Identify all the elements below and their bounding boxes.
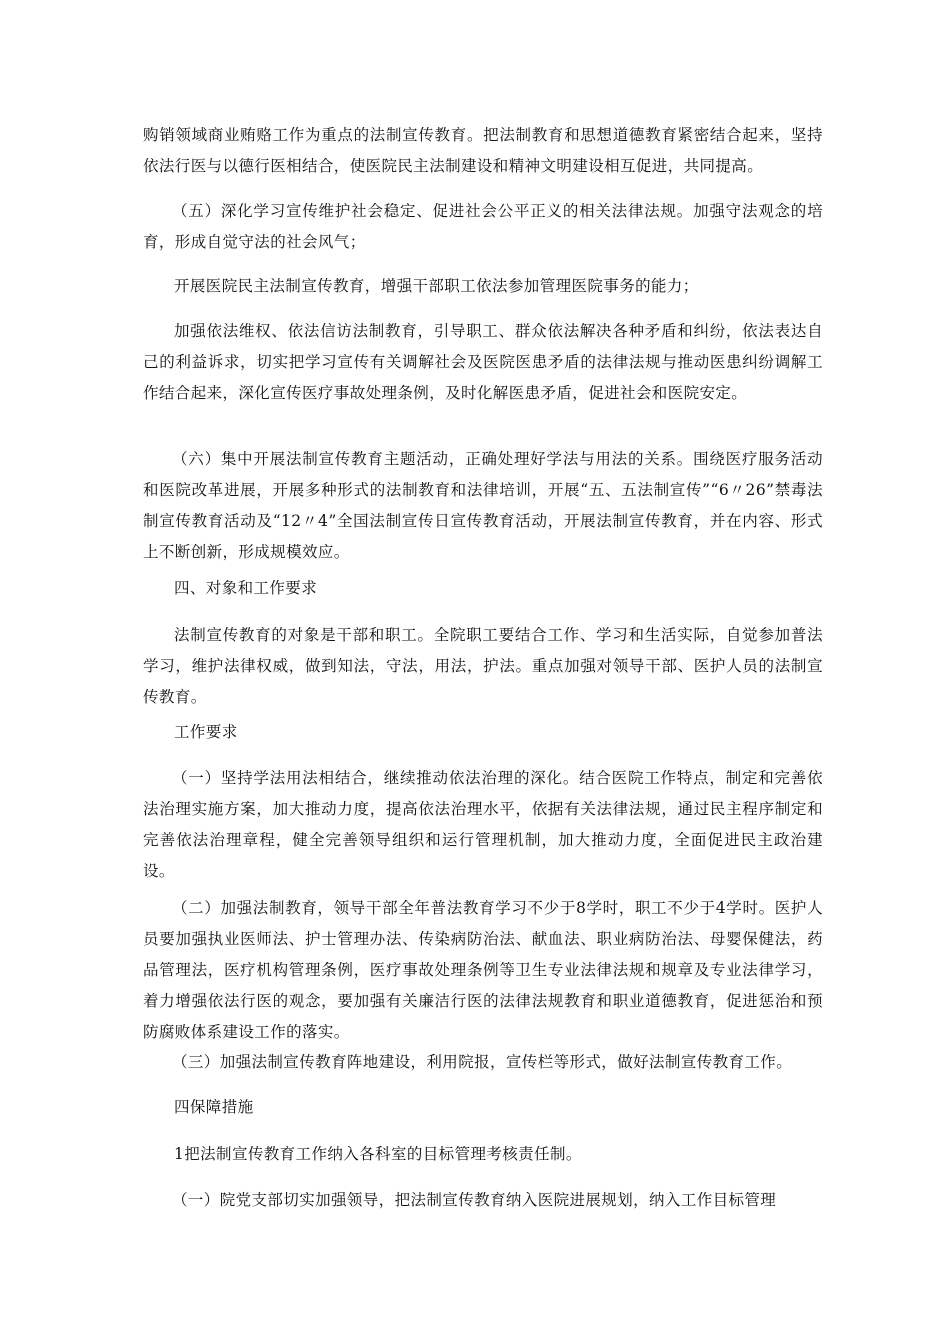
paragraph-7: （一）坚持学法用法相结合，继续推动依法治理的深化。结合医院工作特点，制定和完善依法治理实施方案，加大推动力度，提高依法治理水平，依据有关法律法规，通过民主程序制定和完善依法治理章程，健全完善领导组织和运行管理机制，加大推动力度，全面促进民主政治建设。 [143, 769, 823, 880]
paragraph-8: （二）加强法制教育，领导干部全年普法教育学习不少于8学时，职工不少于4学时。医护人员要加强执业医师法、护士管理办法、传染病防治法、献血法、职业病防治法、母婴保健法，药品管理法，医疗机构管理条例，医疗事故处理条例等卫生专业法律法规和规章及专业法律学习，着力增强依法行医的观念，要加强有关廉洁行医的法律法规教育和职业道德教育，促进惩治和预防腐败体系建设工作的落实。 [143, 899, 823, 1041]
paragraph-5: （六）集中开展法制宣传教育主题活动，正确处理好学法与用法的关系。围绕医疗服务活动和医院改革进展，开展多种形式的法制教育和法律培训，开展“五、五法制宣传”“6〃26”禁毒法制宣传教育活动及“12〃4”全国法制宣传日宣传教育活动，开展法制宣传教育，并在内容、形式上不断创新，形成规模效应。 [143, 450, 823, 561]
paragraph-10: 1把法制宣传教育工作纳入各科室的目标管理考核责任制。 [174, 1145, 582, 1163]
subheading-work-requirements: 工作要求 [174, 723, 238, 741]
paragraph-3: 开展医院民主法制宣传教育，增强干部职工依法参加管理医院事务的能力； [174, 277, 699, 295]
paragraph-6: 法制宣传教育的对象是干部和职工。全院职工要结合工作、学习和生活实际，自觉参加普法学习，维护法律权威，做到知法，守法，用法，护法。重点加强对领导干部、医护人员的法制宣传教育。 [143, 626, 823, 706]
paragraph-1: 购销领域商业贿赂工作为重点的法制宣传教育。把法制教育和思想道德教育紧密结合起来，坚持依法行医与以德行医相结合，使医院民主法制建设和精神文明建设相互促进，共同提高。 [143, 126, 823, 175]
paragraph-11: （一）院党支部切实加强领导，把法制宣传教育纳入医院进展规划，纳入工作目标管理 [172, 1191, 777, 1209]
paragraph-4: 加强依法维权、依法信访法制教育，引导职工、群众依法解决各种矛盾和纠纷，依法表达自己的利益诉求，切实把学习宣传有关调解社会及医院医患矛盾的法律法规与推动医患纠纷调解工作结合起来，深化宣传医疗事故处理条例，及时化解医患矛盾，促进社会和医院安定。 [143, 322, 823, 402]
paragraph-9: （三）加强法制宣传教育阵地建设，利用院报，宣传栏等形式，做好法制宣传教育工作。 [172, 1053, 793, 1071]
section-heading-4: 四、对象和工作要求 [174, 579, 318, 597]
section-heading-safeguards: 四保障措施 [174, 1098, 254, 1116]
paragraph-2: （五）深化学习宣传维护社会稳定、促进社会公平正义的相关法律法规。加强守法观念的培育，形成自觉守法的社会风气； [143, 202, 823, 251]
